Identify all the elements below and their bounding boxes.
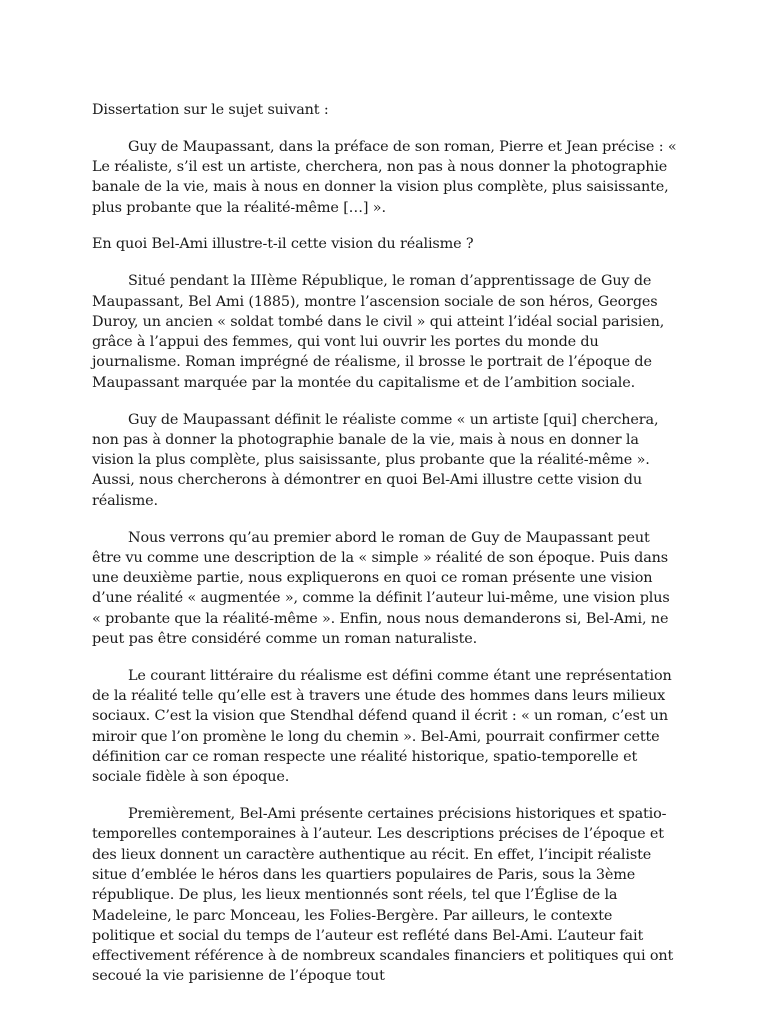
part-one-intro-paragraph: Le courant littéraire du réalisme est défini comme étant une représentation de la réalité telle qu’elle est à travers une étude des hommes dans leurs milieux sociaux. C’est la vision que Stendhal défend quand il écrit : « un roman, c’est un miroir que l’on promène le long du chemin ». Bel-Ami, pourrait confirmer cette définition car ce roman respecte une réalité historique, spatio-temporelle et sociale fidèle à son époque. xyxy=(92,667,672,786)
document-heading: Dissertation sur le sujet suivant : xyxy=(92,102,329,118)
subject-quote-paragraph: Guy de Maupassant, dans la préface de son roman, Pierre et Jean précise : « Le réaliste, s’il est un artiste, cherchera, non pas à nous donner la photographie banale de la vie, mais à nous en donner la vision plus complète, plus saisissante, plus probante que la réalité-même […] ». xyxy=(92,138,677,216)
introduction-context-paragraph: Situé pendant la IIIème République, le roman d’apprentissage de Guy de Maupassant, Bel Ami (1885), montre l’ascension sociale de son héros, Georges Duroy, un ancien « soldat tombé dans le civil » qui atteint l’idéal social parisien, grâce à l’appui des femmes, qui vont lui ouvrir les portes du monde du journalisme. Roman imprégné de réalisme, il brosse le portrait de l’époque de Maupassant marquée par la montée du capitalisme et de l’ambition sociale. xyxy=(92,273,665,391)
introduction-plan-paragraph: Nous verrons qu’au premier abord le roman de Guy de Maupassant peut être vu comme une description de la « simple » réalité de son époque. Puis dans une deuxième partie, nous expliquerons en quoi ce roman présente une vision d’une réalité « augmentée », comme la définit l’auteur lui-même, une vision plus « probante que la réalité-même ». Enfin, nous nous demanderons si, Bel-Ami, ne peut pas être considéré comme un roman naturaliste. xyxy=(92,529,670,648)
part-one-first-point-paragraph: Premièrement, Bel-Ami présente certaines précisions historiques et spatio-temporelles contemporaines à l’auteur. Les descriptions précises de l’époque et des lieux donnent un caractère authentique au récit. En effet, l’incipit réaliste situe d’emblée le héros dans les quartiers populaires de Paris, sous la 3ème république. De plus, les lieux mentionnés sont réels, tel que l’Église de la Madeleine, le parc Monceau, les Folies-Bergère. Par ailleurs, le contexte politique et social du temps de l’auteur est reflété dans Bel-Ami. L’auteur fait effectivement référence à de nombreux scandales financiers et politiques qui ont secoué la vie parisienne de l’époque tout xyxy=(92,806,674,985)
document-page xyxy=(92,100,678,1003)
introduction-definition-paragraph: Guy de Maupassant définit le réaliste comme « un artiste [qui] cherchera, non pas à donner la photographie banale de la vie, mais à nous en donner la vision la plus complète, plus saisissante, plus probante que la réalité-même ». Aussi, nous chercherons à démontrer en quoi Bel-Ami illustre cette vision du réalisme. xyxy=(92,411,659,509)
problematic-question: En quoi Bel-Ami illustre-t-il cette vision du réalisme ? xyxy=(92,236,474,253)
